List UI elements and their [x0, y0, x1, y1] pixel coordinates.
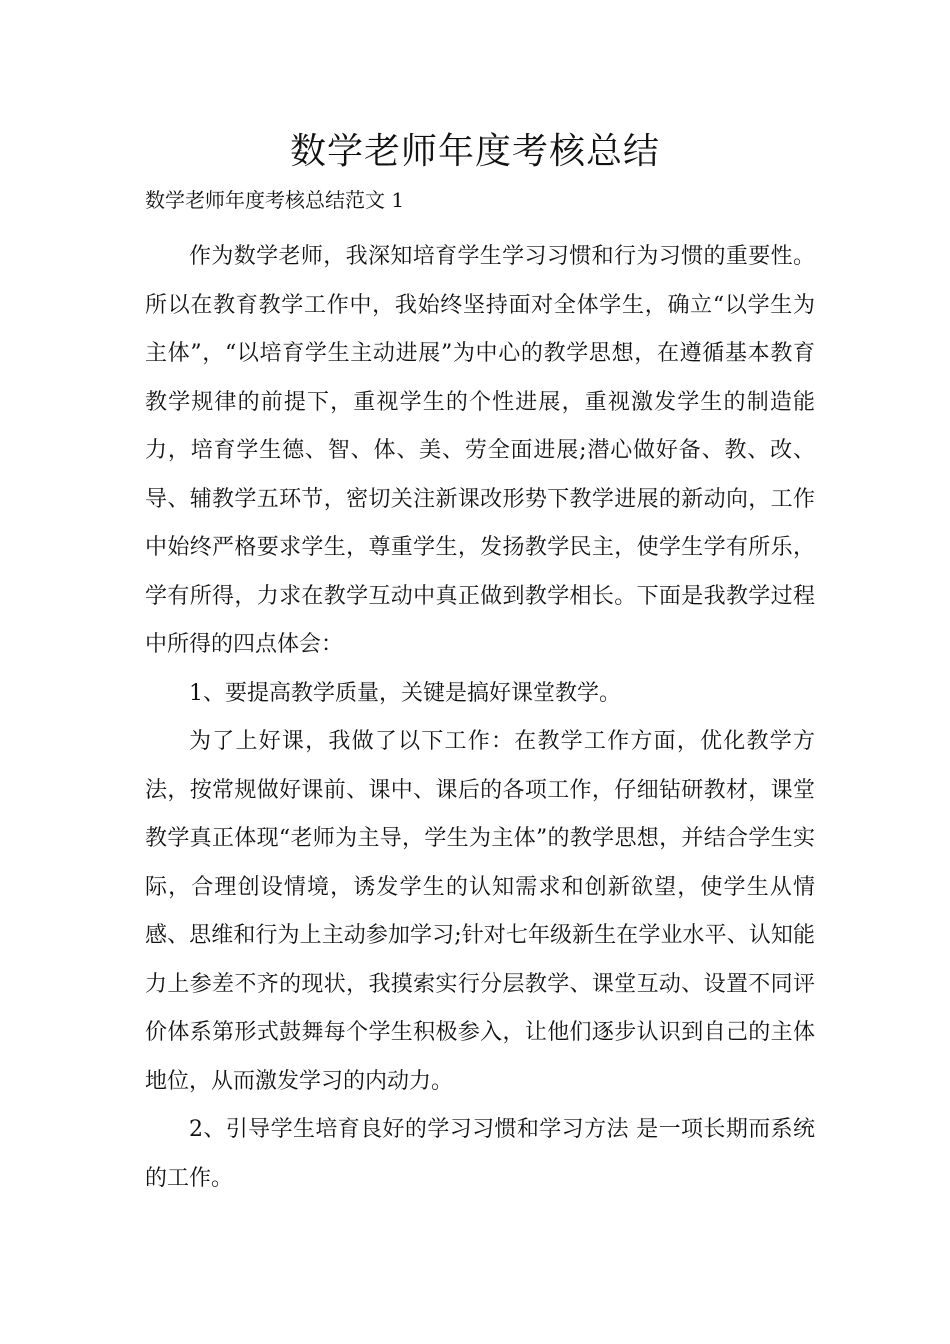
document-subtitle: 数学老师年度考核总结范文 1 [145, 188, 405, 212]
document-body [145, 233, 815, 1203]
paragraph-point-1: 1、要提高教学质量，关键是搞好课堂教学。 [189, 680, 621, 706]
paragraph-intro: 作为数学老师，我深知培育学生学习习惯和行为习惯的重要性。所以在教育教学工作中，我始终坚持面对全体学生，确立“以学生为主体”，“以培育学生主动进展”为中心的教学思想，在遵循基本教育教学规律的前提下，重视学生的个性进展，重视激发学生的制造能力，培育学生德、智、体、美、劳全面进展;潜心做好备、教、改、导、辅教学五环节，密切关注新课改形势下教学进展的新动向，工作中始终严格要求学生，尊重学生，发扬教学民主，使学生学有所乐，学有所得，力求在教学互动中真正做到教学相长。下面是我教学过程中所得的四点体会： [145, 244, 815, 657]
paragraph-point-1-detail: 为了上好课，我做了以下工作：在教学工作方面，优化教学方法，按常规做好课前、课中、课后的各项工作，仔细钻研教材，课堂教学真正体现“老师为主导，学生为主体”的教学思想，并结合学生实际，合理创设情境，诱发学生的认知需求和创新欲望，使学生从情感、思维和行为上主动参加学习;针对七年级新生在学业水平、认知能力上参差不齐的现状，我摸索实行分层教学、课堂互动、设置不同评价体系第形式鼓舞每个学生积极参入，让他们逐步认识到自己的主体地位，从而激发学习的内动力。 [145, 729, 815, 1094]
document-title: 数学老师年度考核总结 [289, 131, 660, 172]
paragraph-point-2: 2、引导学生培育良好的学习习惯和学习方法 是一项长期而系统的工作。 [145, 1117, 815, 1191]
